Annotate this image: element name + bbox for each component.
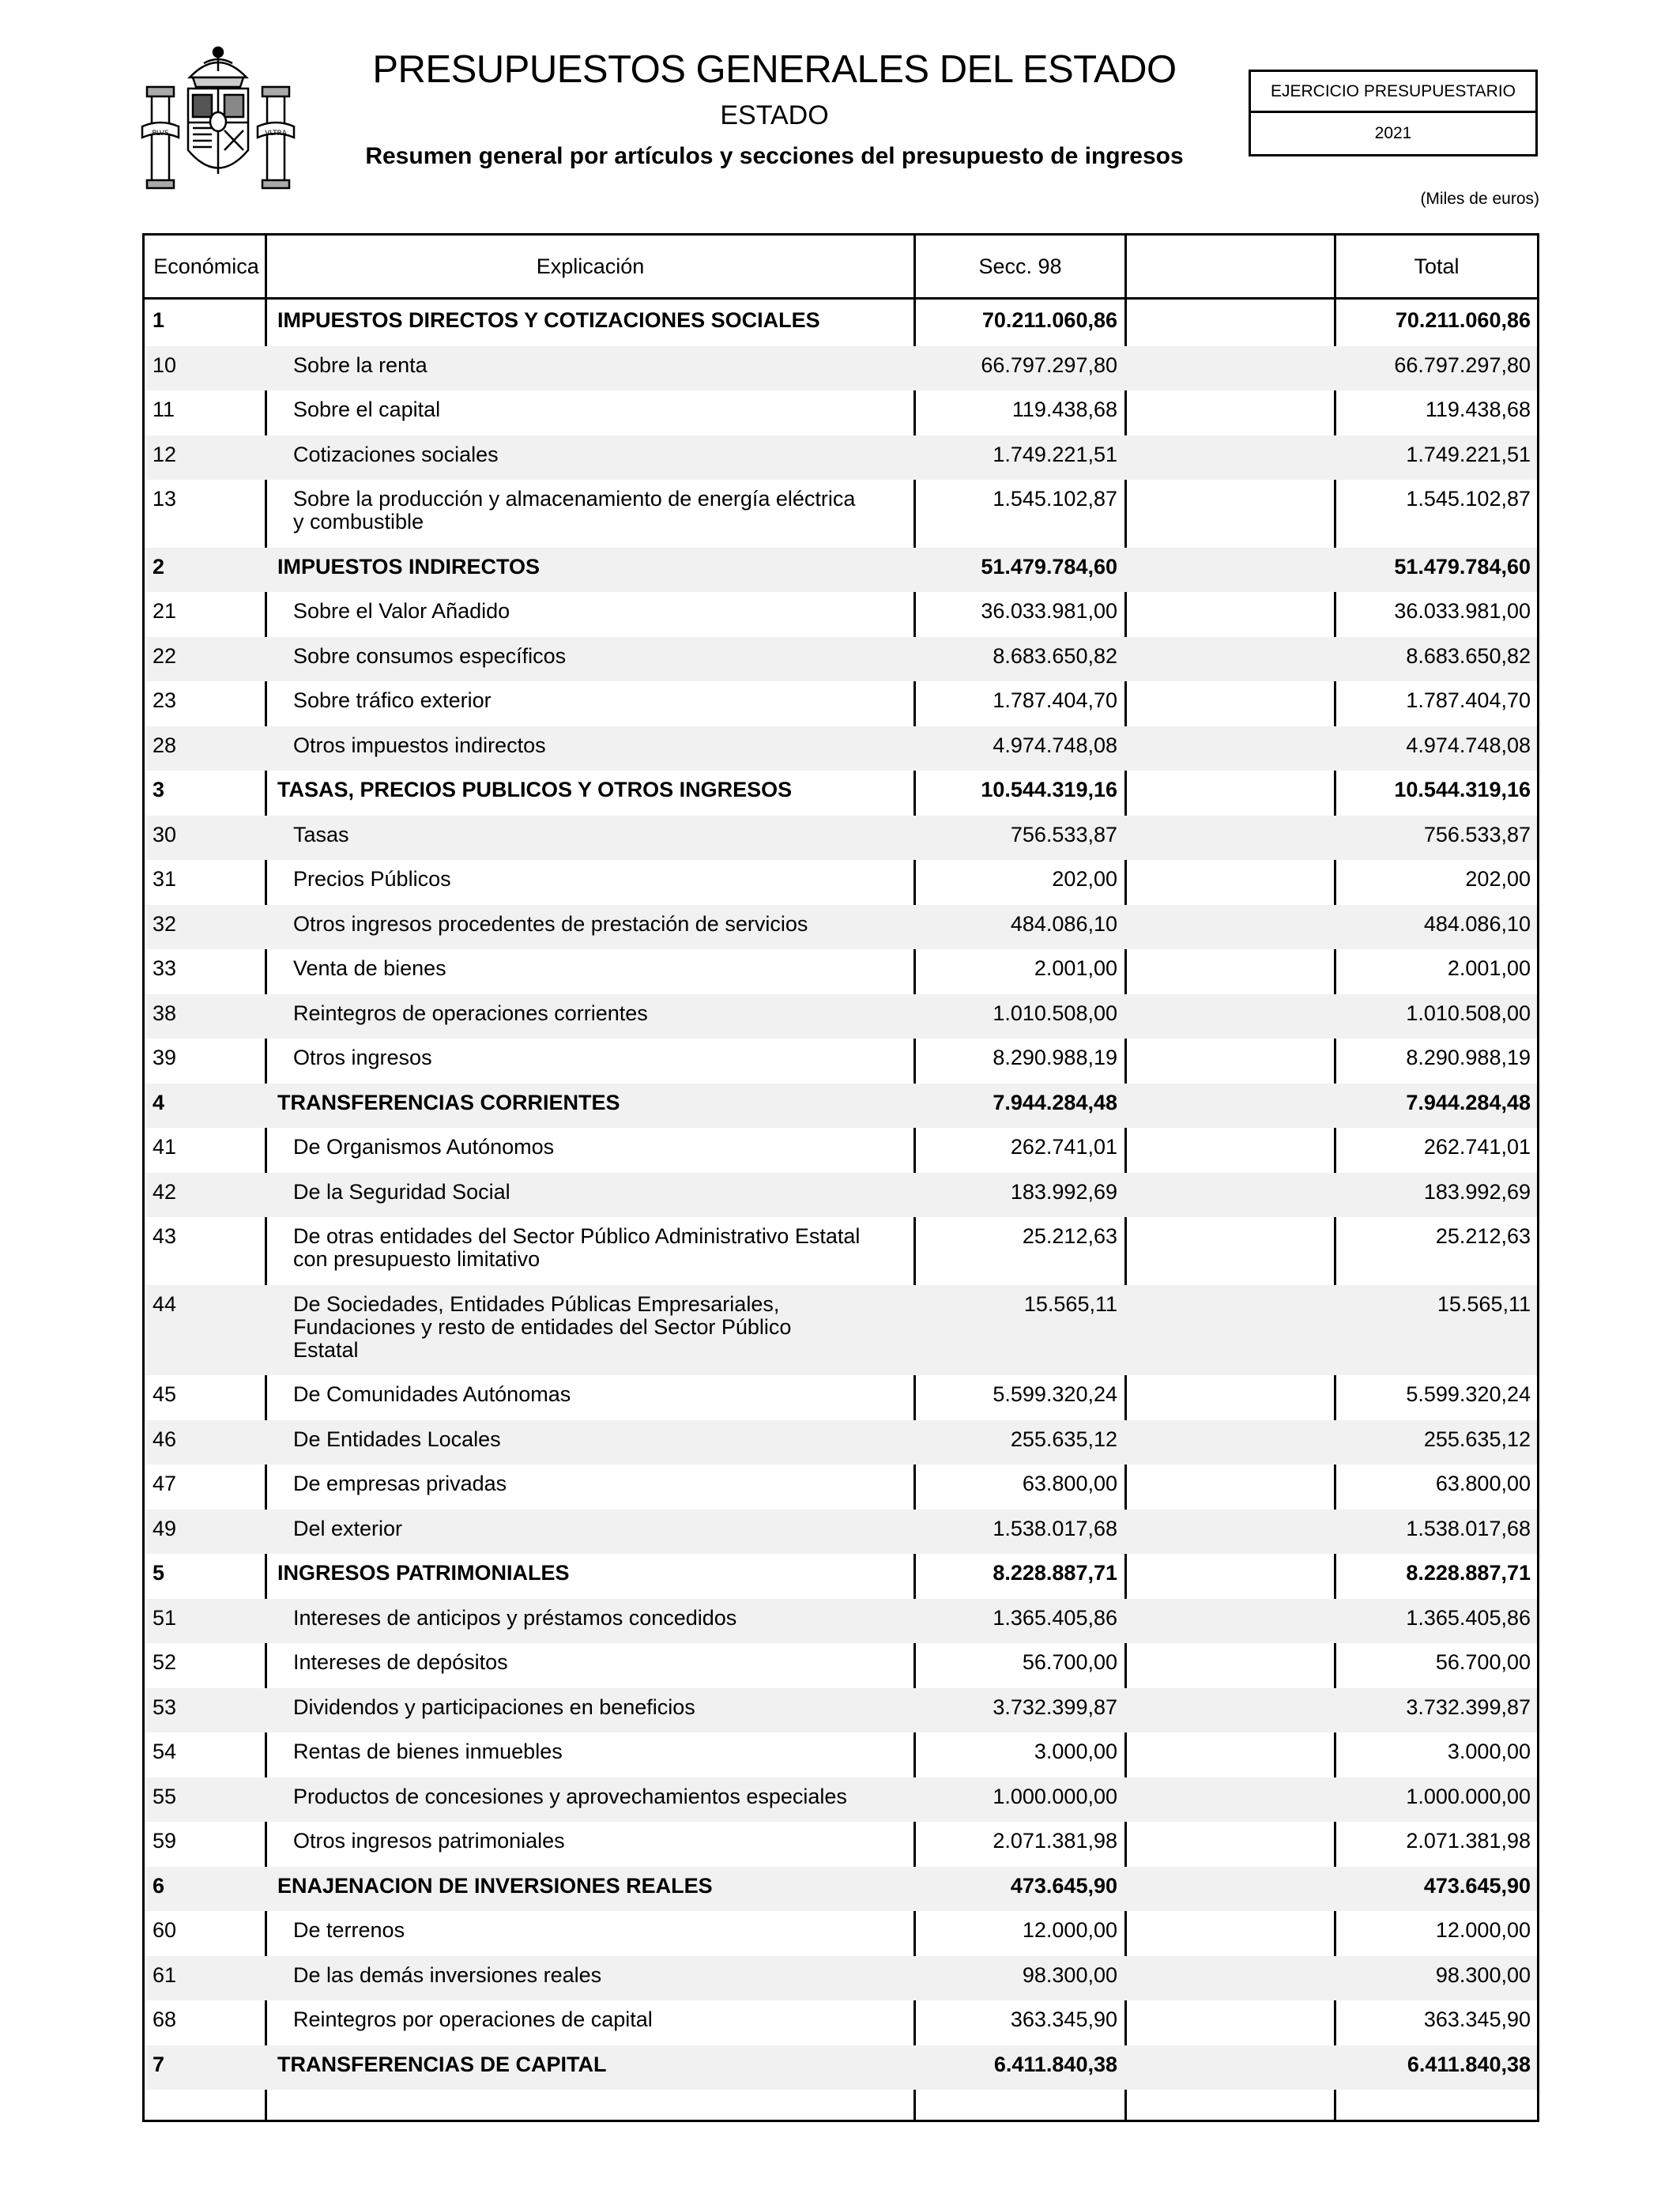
row-code: 28 [153,733,177,757]
row-total-value: 25.212,63 [1435,1224,1531,1248]
row-explanation: Rentas de bienes inmuebles [293,1740,563,1763]
row-code: 21 [153,599,177,623]
row-total-value: 8.290.988,19 [1406,1046,1531,1069]
row-secc-98-value: 3.732.399,87 [993,1695,1117,1719]
row-explanation: Intereses de depósitos [293,1650,508,1674]
units-note: (Miles de euros) [1420,190,1539,208]
row-secc-98-value: 262.741,01 [1010,1135,1117,1159]
table-row [145,435,1537,481]
table-row [145,1285,1537,1376]
row-total-value: 3.732.399,87 [1406,1695,1531,1719]
row-secc-98-value: 4.974.748,08 [993,733,1117,757]
table-header [145,236,1537,300]
row-explanation: TRANSFERENCIAS DE CAPITAL [277,2052,607,2076]
row-code: 33 [153,956,177,980]
row-secc-98-value: 1.749.221,51 [993,442,1117,466]
row-explanation: Otros impuestos indirectos [293,733,546,757]
row-secc-98-value: 8.290.988,19 [993,1046,1117,1069]
row-secc-98-value: 25.212,63 [1022,1224,1117,1248]
table-row [145,1956,1537,2001]
row-secc-98-value: 70.211.060,86 [981,308,1117,332]
table-row [145,1867,1537,1912]
row-total-value: 8.683.650,82 [1406,643,1531,668]
row-total-value: 1.749.221,51 [1406,442,1531,466]
row-explanation: De Organismos Autónomos [293,1135,555,1159]
crest-motto-right: VLTRA [265,130,287,138]
row-explanation: Venta de bienes [293,956,446,980]
row-total-value: 1.538.017,68 [1406,1516,1531,1540]
row-explanation: IMPUESTOS INDIRECTOS [277,554,541,579]
row-explanation: Reintegros de operaciones corrientes [293,1001,648,1025]
row-explanation: Sobre la renta [293,352,428,377]
row-explanation: Del exterior [293,1516,403,1540]
column-header-empty [1127,236,1334,297]
table-row [145,1375,1537,1420]
row-explanation: ENAJENACION DE INVERSIONES REALES [277,1873,713,1898]
row-secc-98-value: 6.411.840,38 [993,2052,1117,2076]
row-secc-98-value: 1.545.102,87 [993,487,1117,511]
row-secc-98-value: 66.797.297,80 [981,352,1117,377]
row-code: 3 [153,778,165,801]
row-total-value: 15.565,11 [1437,1291,1531,1316]
row-explanation: De las demás inversiones reales [293,1962,602,1987]
table-row [145,1039,1537,1084]
row-total-value: 5.599.320,24 [1406,1382,1531,1406]
row-code: 12 [153,442,177,466]
row-code: 30 [153,822,177,846]
row-total-value: 1.010.508,00 [1406,1001,1531,1025]
row-code: 11 [153,398,175,421]
row-explanation: De Sociedades, Entidades Públicas Empresariales, Fundaciones y resto de entidades del Sector Público Estatal [293,1291,792,1362]
row-explanation: Dividendos y participaciones en beneficios [293,1695,695,1719]
row-secc-98-value: 119.438,68 [1011,398,1117,421]
row-secc-98-value: 56.700,00 [1022,1650,1117,1674]
row-explanation: IMPUESTOS DIRECTOS Y COTIZACIONES SOCIALES [277,308,820,332]
table-row [145,637,1537,682]
row-explanation: Sobre el Valor Añadido [293,599,510,623]
row-code: 41 [153,1135,177,1159]
row-explanation: Reintegros por operaciones de capital [293,2007,653,2031]
row-explanation: De empresas privadas [293,1472,507,1495]
row-explanation: De terrenos [293,1918,405,1942]
row-explanation: Precios Públicos [293,867,451,891]
row-secc-98-value: 255.635,12 [1010,1427,1117,1451]
row-total-value: 8.228.887,71 [1406,1561,1531,1585]
row-secc-98-value: 63.800,00 [1022,1472,1117,1495]
table-row [145,1420,1537,1465]
table-row [145,860,1537,905]
row-total-value: 56.700,00 [1435,1650,1531,1674]
row-code: 68 [153,2007,177,2031]
table-row [145,726,1537,771]
row-code: 7 [153,2052,165,2076]
table-row [145,1465,1537,1510]
row-explanation: Sobre consumos específicos [293,643,567,668]
row-secc-98-value: 8.683.650,82 [993,643,1117,668]
row-secc-98-value: 202,00 [1052,867,1117,891]
table-row [145,1510,1537,1555]
row-secc-98-value: 1.787.404,70 [993,688,1117,712]
row-secc-98-value: 5.599.320,24 [993,1382,1117,1406]
row-explanation: De otras entidades del Sector Público Administrativo Estatal con presupuesto limitativo [293,1224,861,1271]
row-total-value: 119.438,68 [1425,398,1531,421]
table-row [145,1554,1537,1599]
table-row [145,1217,1537,1285]
document-header [300,46,1249,172]
row-total-value: 10.544.319,16 [1394,778,1531,801]
table-row [145,548,1537,593]
row-total-value: 363.345,90 [1423,2007,1531,2031]
row-explanation: De Comunidades Autónomas [293,1382,571,1406]
table-row [145,1688,1537,1733]
table-row [145,905,1537,950]
row-explanation: De la Seguridad Social [293,1179,510,1204]
crest-motto-left: PLVS [152,130,169,138]
row-code: 38 [153,1001,177,1025]
column-header-economica: Económica [153,254,259,278]
document-subtitle: ESTADO [720,100,829,130]
row-secc-98-value: 15.565,11 [1023,1291,1117,1316]
row-code: 49 [153,1516,177,1540]
row-code: 32 [153,911,177,936]
row-total-value: 1.000.000,00 [1406,1784,1531,1808]
row-secc-98-value: 2.001,00 [1034,956,1117,980]
row-total-value: 4.974.748,08 [1406,733,1531,757]
row-total-value: 202,00 [1465,867,1531,891]
row-explanation: Cotizaciones sociales [293,442,499,466]
row-explanation: INGRESOS PATRIMONIALES [277,1561,570,1585]
row-code: 53 [153,1695,177,1719]
row-secc-98-value: 473.645,90 [1010,1873,1117,1898]
row-total-value: 7.944.284,48 [1406,1090,1531,1114]
row-code: 55 [153,1784,177,1808]
row-code: 43 [153,1224,177,1248]
row-explanation: Intereses de anticipos y préstamos concedidos [293,1605,737,1630]
row-secc-98-value: 98.300,00 [1022,1962,1117,1987]
row-secc-98-value: 1.000.000,00 [993,1784,1117,1808]
row-secc-98-value: 51.479.784,60 [981,554,1117,579]
row-total-value: 70.211.060,86 [1395,308,1531,332]
table-row [145,1599,1537,1644]
document-description: Resumen general por artículos y secciones del presupuesto de ingresos [365,143,1184,169]
row-code: 61 [153,1962,177,1987]
row-total-value: 12.000,00 [1435,1918,1531,1942]
row-secc-98-value: 36.033.981,00 [981,599,1117,623]
row-total-value: 756.533,87 [1423,822,1531,846]
table-row [145,1084,1537,1129]
table-row [145,1777,1537,1823]
row-code: 42 [153,1179,177,1204]
row-explanation: De Entidades Locales [293,1427,501,1451]
row-total-value: 183.992,69 [1423,1179,1531,1204]
row-code: 39 [153,1046,177,1069]
row-secc-98-value: 1.010.508,00 [993,1001,1117,1025]
column-header-total: Total [1414,254,1460,278]
row-code: 59 [153,1829,177,1853]
row-total-value: 3.000,00 [1447,1740,1531,1763]
row-code: 2 [153,554,165,579]
row-secc-98-value: 8.228.887,71 [993,1561,1117,1585]
table-row [145,301,1537,346]
document-title: PRESUPUESTOS GENERALES DEL ESTADO [372,48,1177,91]
table-row [145,681,1537,726]
table-row [145,1173,1537,1218]
row-code: 6 [153,1873,165,1898]
row-secc-98-value: 1.365.405,86 [993,1605,1117,1630]
row-total-value: 2.071.381,98 [1406,1829,1531,1853]
table-row [145,1643,1537,1688]
row-code: 10 [153,352,177,377]
row-secc-98-value: 183.992,69 [1010,1179,1117,1204]
row-total-value: 36.033.981,00 [1394,599,1531,623]
table-row [145,994,1537,1039]
table-row [145,1128,1537,1173]
row-secc-98-value: 1.538.017,68 [993,1516,1117,1540]
row-code: 44 [153,1291,177,1316]
row-total-value: 66.797.297,80 [1394,352,1531,377]
row-code: 31 [153,867,177,891]
table-row [145,592,1537,637]
row-code: 46 [153,1427,177,1451]
row-total-value: 1.545.102,87 [1406,487,1531,511]
fiscal-year-label: EJERCICIO PRESUPUESTARIO [1251,72,1535,113]
table-row [145,771,1537,816]
table-row [145,1911,1537,1956]
column-header-secc-98: Secc. 98 [978,254,1062,278]
row-total-value: 98.300,00 [1435,1962,1531,1987]
row-total-value: 6.411.840,38 [1407,2052,1531,2076]
table-row [145,390,1537,435]
row-code: 5 [153,1561,165,1585]
row-secc-98-value: 363.345,90 [1010,2007,1117,2031]
table-row [145,1822,1537,1867]
coat-of-arms-logo [141,40,296,190]
row-secc-98-value: 12.000,00 [1022,1918,1117,1942]
table-row [145,346,1537,391]
row-secc-98-value: 10.544.319,16 [981,778,1117,801]
row-total-value: 1.787.404,70 [1406,688,1531,712]
table-row [145,2045,1537,2090]
row-explanation: TASAS, PRECIOS PUBLICOS Y OTROS INGRESOS [277,778,793,801]
column-header-explicacion: Explicación [536,254,645,278]
row-code: 4 [153,1090,165,1114]
row-total-value: 51.479.784,60 [1394,554,1531,579]
row-explanation: TRANSFERENCIAS CORRIENTES [277,1090,620,1114]
row-secc-98-value: 7.944.284,48 [993,1090,1117,1114]
row-code: 22 [153,643,177,668]
row-total-value: 255.635,12 [1423,1427,1531,1451]
row-explanation: Otros ingresos procedentes de prestación de servicios [293,911,808,936]
row-total-value: 63.800,00 [1435,1472,1531,1495]
row-total-value: 473.645,90 [1423,1873,1531,1898]
row-explanation: Sobre tráfico exterior [293,688,492,712]
row-total-value: 1.365.405,86 [1406,1605,1531,1630]
row-total-value: 2.001,00 [1447,956,1531,980]
table-row [145,949,1537,994]
budget-table [142,233,1539,2122]
table-row [145,2000,1537,2045]
row-secc-98-value: 3.000,00 [1034,1740,1117,1763]
row-code: 52 [153,1650,177,1674]
row-code: 51 [153,1605,177,1630]
row-explanation: Otros ingresos patrimoniales [293,1829,565,1853]
row-secc-98-value: 484.086,10 [1010,911,1117,936]
row-explanation: Sobre el capital [293,398,441,421]
row-code: 47 [153,1472,177,1495]
table-row [145,816,1537,861]
row-code: 23 [153,688,177,712]
row-code: 1 [153,308,165,332]
row-explanation: Productos de concesiones y aprovechamientos especiales [293,1784,847,1808]
table-row [145,480,1537,548]
fiscal-year-box [1249,70,1538,156]
row-explanation: Otros ingresos [293,1046,432,1069]
row-explanation: Tasas [293,822,349,846]
row-code: 45 [153,1382,177,1406]
row-secc-98-value: 756.533,87 [1010,822,1117,846]
row-code: 13 [153,487,177,511]
table-row [145,1732,1537,1777]
row-code: 54 [153,1740,177,1763]
row-explanation: Sobre la producción y almacenamiento de energía eléctrica y combustible [293,487,856,533]
row-secc-98-value: 2.071.381,98 [993,1829,1117,1853]
row-code: 60 [153,1918,177,1942]
fiscal-year-value: 2021 [1374,124,1412,142]
row-total-value: 484.086,10 [1423,911,1531,936]
row-total-value: 262.741,01 [1423,1135,1531,1159]
